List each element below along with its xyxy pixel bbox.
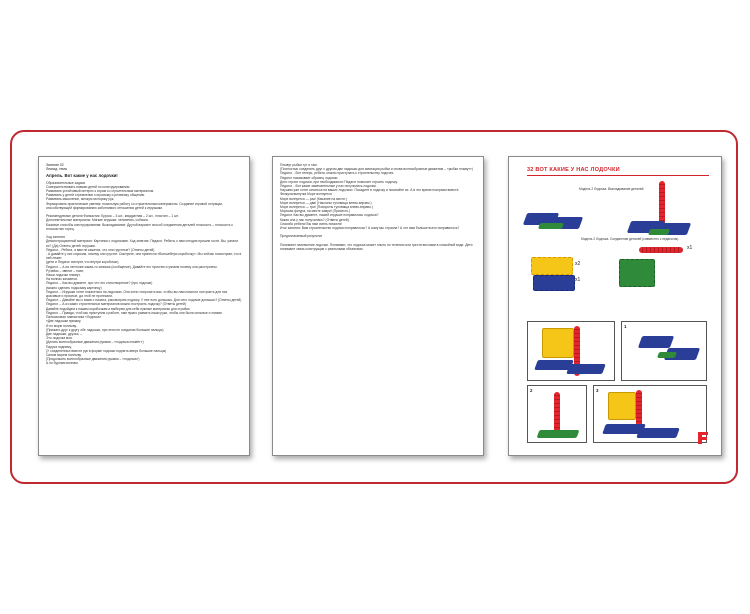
publisher-logo-icon [697, 431, 709, 445]
instruction-page [508, 156, 722, 456]
model-caption: Модель 2 Лодочка. Выкладывание деталей. [579, 187, 645, 191]
step-3-image [593, 385, 707, 443]
lesson-number: Занятие 02 [46, 163, 64, 167]
lesson-title: Апрель. Вот какие у нас лодочки! [46, 172, 118, 178]
blue-plate-count: x1 [575, 277, 581, 283]
red-pin-count: x1 [687, 245, 693, 251]
title-rule [527, 175, 709, 176]
instruction-title: 32 ВОТ КАКИЕ У НАС ЛОДОЧКИ [527, 167, 620, 173]
step-1-number: 1 [624, 324, 627, 329]
lesson-body-text: Образовательные задачи Совершенствовать навыки детей по конструированию. Развивать устойчивый интерес к играм со строительным материалом. Развивать у детей стремление к игровому и речевому общению. Развивать мышление, мелкую моторику рук. Формировать практические умения: посильную работу со строительным материалом. Создание игровой ситуации, способствующей формированию заботливого отношения детей к игрушкам. Рекомендуемые детали Фанкастик: Брусок – 3 шт., квадратная – 2 шт., пластин – 1 шт. Дополнительные материалы: Мягкие игрушки: человечек, собачка. Базовые способы конструирования: Выкладывание. Другой вариант способ соединения деталей плоскость – плоскость к плоскостью торец. Ход занятия Демонстрационный материал: Картинки с лодочками. Ход занятия. Педагог. Ребята, к нам сегодня пришли гости. Вы, узнали их? (Да) Ответы детей: игрушки. Педагог. - Ребята, а вам не кажется, что они грустные? (Ответы детей) - А давайте у них спросим, почему они грустят. Смотрите, они принесли «Волшебную коробочку». Мы сейчас посмотрим, что в ней лежит. (дети и Педагог смотрят, что внутри коробочки) Педагог. – А на ленточке какая-то записка (сообщение). Давайте его прочтем и узнаем почему они расстроены. Ручейки – звенят – поют, Наши лодочки плывут, На волнах качаются. Педагог. – Как вы думаете, про что это стихотворение? (про лодочки) (можно сделать подсказку картинку) Педагог. – Игрушки хотят покататься на лодочках. Они хотят попросить вас, чтобы вы нам помогли построить для них красивые и прочные, да чтоб не протекали. Педагог. – Давайте мы с вами с начала, рассмотрим лодочку. У нее есть донышко. Для чего лодочке донышко? (Ответы детей) Педагог. – А из каких строительных материалов можно построить лодочку? (Ответы детей) Давайте подойдем к нашим коробочкам и выберем для себя нужные материалы для стройки. Педагог. – Правда, чтоб мы приступим к работе, нам нужно размять наши руки, чтобы они были сильные и ловкие. Пальчиковая гимнастика «Лодочка» «Две ладошки прижму, И по морю поплыву. (Прижать друг к другу обе ладошки, при этом не соединяя большие пальцы) Две ладошки, друзья, – Это лодочка моя. (Делать волнообразные движения руками – «лодочка плывёт») Паруса подниму, (У соединенных вместе рук в форме лодочки поднять вверх большие пальцы) Синим морем поплыву. (Продолжить волнообразные движения руками – «лодочка») А по бурным волнам [46, 180, 242, 366]
step-3-number: 3 [596, 388, 599, 393]
assembled-boat-image [527, 321, 615, 381]
step-1-image [621, 321, 707, 381]
blue-plate-part [533, 275, 575, 291]
step-2-number: 2 [530, 388, 533, 393]
yellow-plate-part [531, 257, 573, 275]
lesson-page-1 [38, 156, 250, 456]
parts-caption: Модель 2 Лодочка. Соединение деталей (совместно с педагогом). [581, 237, 680, 241]
lesson-continuation-text: Плывут рыбки тут и там. (Полностью соединить друг с другом две ладошки для имитации рыбки и снова волнообразные движения – «рыбки плывут») Педагог. - Вот теперь, ребята, можно приступать к строительству лодочек. Педагог показывает образец лодочки. Дети строят лодочки, при необходимости Педагог помогает строить лодочку. Педагог. - Вот какие замечательные у нас получились лодочки. Наушим уже хотят кататься на ваших лодочках. Посадите в лодочку и покатайте их. А в это время поиграем вместе. Физкультминутка Море волнуется Море волнуется — раз! (Качание на месте.) Море волнуется — два! (Наклоны туловища влево-вправо.) Море волнуется — три! (Повороты туловища влево-вправо.) Морская фигура, на месте замри! (Присесть.) Педагог. Как вы думаете, нашей игрушке понравилась лодочка? Какая она у нас получилась? (Ответы детей). Спасибо ребята! Вы нам очень помогли! Итог занятия: Вам строительство лодочки понравилось? А кому мы строили? А что вам больше всего понравилось? Предполагаемый результат Понимают назначение лодочки. Понимают, что лодочка может плыть по течению или грести веслами в спокойной воде. Дети понимают связь конструкции с реальными объектами. [280, 163, 473, 252]
lesson-page-2 [272, 156, 484, 456]
green-square-part [619, 259, 655, 287]
lesson-topic: Лексид. тема [46, 167, 67, 172]
step-2-image [527, 385, 587, 443]
yellow-plate-count: x2 [575, 261, 581, 267]
